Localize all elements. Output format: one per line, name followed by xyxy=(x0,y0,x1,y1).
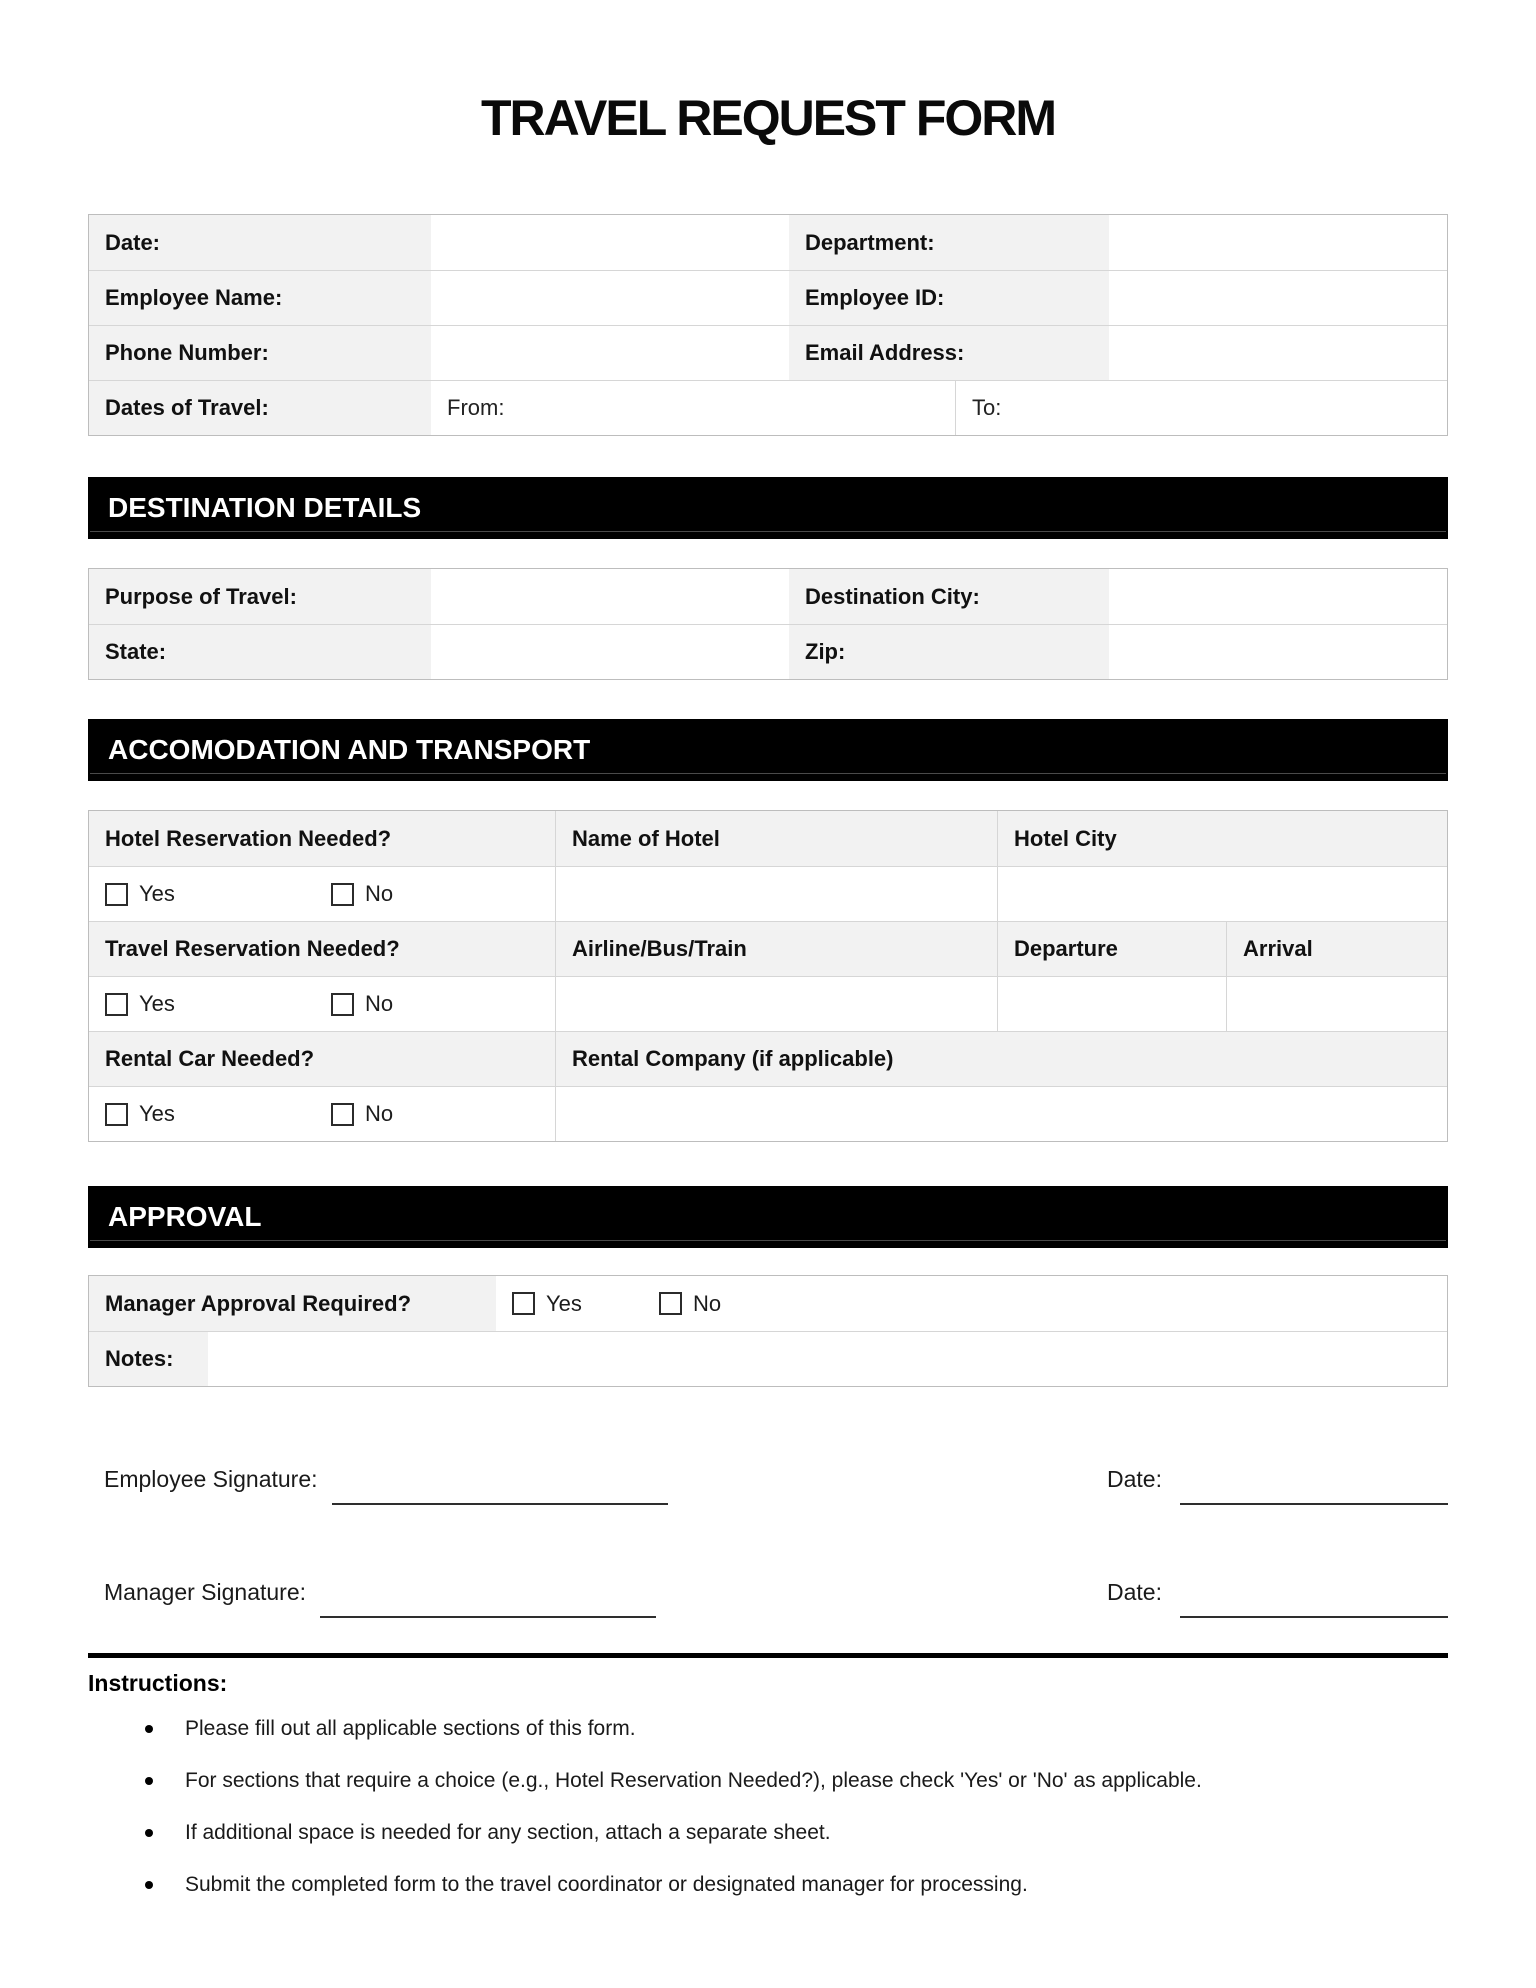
zip-input[interactable] xyxy=(1109,625,1447,679)
rental-company-label: Rental Company (if applicable) xyxy=(572,1046,894,1071)
table-row xyxy=(89,325,1447,380)
checkbox-unchecked-icon[interactable] xyxy=(331,993,354,1016)
destination-details-table xyxy=(88,568,1448,680)
table-row xyxy=(89,270,1447,325)
page-title: TRAVEL REQUEST FORM xyxy=(480,90,1056,146)
table-row xyxy=(89,976,1447,1031)
travel-date-from-input[interactable] xyxy=(431,381,955,435)
accommodation-transport-section-header xyxy=(88,719,1448,781)
bullet-dot-icon xyxy=(145,1777,153,1785)
airline-bus-train-label: Airline/Bus/Train xyxy=(572,936,747,961)
checkbox-unchecked-icon[interactable] xyxy=(512,1292,535,1315)
arrival-label: Arrival xyxy=(1243,936,1313,961)
to-label: To: xyxy=(972,395,1002,420)
hotel-reservation-question-label: Hotel Reservation Needed? xyxy=(105,825,392,851)
table-row xyxy=(89,1086,1447,1141)
table-row xyxy=(89,811,1447,866)
purpose-of-travel-input[interactable] xyxy=(431,569,789,624)
notes-label: Notes: xyxy=(105,1346,174,1371)
employee-signature-row xyxy=(88,1461,1448,1505)
instruction-text: If additional space is needed for any section, attach a separate sheet. xyxy=(185,1821,831,1844)
state-input[interactable] xyxy=(431,625,789,679)
travel-date-to-input[interactable] xyxy=(955,381,1447,435)
checkbox-unchecked-icon[interactable] xyxy=(105,993,128,1016)
contact-info-table xyxy=(88,214,1448,436)
checkbox-unchecked-icon[interactable] xyxy=(331,1103,354,1126)
employee-signature-label: Employee Signature: xyxy=(104,1466,318,1492)
name-of-hotel-label: Name of Hotel xyxy=(572,825,720,851)
manager-date-group xyxy=(1107,1579,1448,1618)
instructions-list xyxy=(88,1715,1448,1899)
name-of-hotel-input[interactable] xyxy=(555,867,997,921)
rental-car-question-label: Rental Car Needed? xyxy=(105,1046,315,1071)
manager-signature-line[interactable] xyxy=(320,1616,656,1618)
table-row xyxy=(89,215,1447,270)
checkbox-unchecked-icon[interactable] xyxy=(659,1292,682,1315)
employee-date-label: Date: xyxy=(1107,1466,1162,1492)
manager-date-line[interactable] xyxy=(1180,1616,1448,1618)
manager-approval-no-option[interactable]: No xyxy=(659,1291,721,1317)
hotel-reservation-no-option[interactable]: No xyxy=(331,881,393,907)
rental-car-no-option[interactable]: No xyxy=(331,1101,393,1127)
phone-number-input[interactable] xyxy=(431,326,789,380)
list-item xyxy=(88,1871,1448,1899)
section-heading: DESTINATION DETAILS xyxy=(108,492,422,523)
divider-rule xyxy=(88,1653,1448,1658)
date-label: Date: xyxy=(105,229,161,255)
airline-bus-train-input[interactable] xyxy=(555,977,997,1031)
notes-input[interactable] xyxy=(208,1332,1447,1386)
table-row xyxy=(89,921,1447,976)
table-row xyxy=(89,380,1447,435)
hotel-reservation-yes-option[interactable]: Yes xyxy=(105,881,331,907)
travel-reservation-no-option[interactable]: No xyxy=(331,991,393,1017)
bullet-dot-icon xyxy=(145,1881,153,1889)
instruction-text: For sections that require a choice (e.g., Hotel Reservation Needed?), please check 'Yes' or 'No' as applicable. xyxy=(185,1769,1202,1792)
manager-signature-row xyxy=(88,1574,1448,1618)
destination-details-section-header xyxy=(88,477,1448,539)
travel-reservation-question-label: Travel Reservation Needed? xyxy=(105,936,400,961)
destination-city-label: Destination City: xyxy=(805,583,980,609)
table-row xyxy=(89,1276,1447,1331)
employee-date-line[interactable] xyxy=(1180,1503,1448,1505)
employee-id-input[interactable] xyxy=(1109,271,1447,325)
list-item xyxy=(88,1715,1448,1743)
manager-approval-yes-option[interactable]: Yes xyxy=(512,1291,659,1317)
approval-section-header xyxy=(88,1186,1448,1248)
department-input[interactable] xyxy=(1109,215,1447,270)
table-row xyxy=(89,624,1447,679)
accommodation-transport-table xyxy=(88,810,1448,1142)
manager-signature-label: Manager Signature: xyxy=(104,1579,307,1605)
table-row xyxy=(89,1031,1447,1086)
date-input[interactable] xyxy=(431,215,789,270)
email-address-input[interactable] xyxy=(1109,326,1447,380)
departure-label: Departure xyxy=(1014,936,1118,961)
travel-reservation-yes-option[interactable]: Yes xyxy=(105,991,331,1017)
rental-company-input[interactable] xyxy=(555,1087,1447,1141)
table-row xyxy=(89,569,1447,624)
instruction-text: Please fill out all applicable sections of this form. xyxy=(185,1717,636,1740)
employee-name-input[interactable] xyxy=(431,271,789,325)
list-item xyxy=(88,1767,1448,1795)
rental-car-yes-option[interactable]: Yes xyxy=(105,1101,331,1127)
employee-name-label: Employee Name: xyxy=(105,285,283,310)
list-item xyxy=(88,1819,1448,1847)
department-label: Department: xyxy=(805,229,935,255)
checkbox-unchecked-icon[interactable] xyxy=(105,1103,128,1126)
instruction-text: Submit the completed form to the travel coordinator or designated manager for processing. xyxy=(185,1873,1028,1896)
purpose-of-travel-label: Purpose of Travel: xyxy=(105,583,297,609)
approval-table xyxy=(88,1275,1448,1387)
bullet-dot-icon xyxy=(145,1725,153,1733)
from-label: From: xyxy=(447,395,505,420)
table-row xyxy=(89,866,1447,921)
zip-label: Zip: xyxy=(805,639,846,664)
employee-signature-line[interactable] xyxy=(332,1503,668,1505)
phone-number-label: Phone Number: xyxy=(105,340,269,365)
bullet-dot-icon xyxy=(145,1829,153,1837)
destination-city-input[interactable] xyxy=(1109,569,1447,624)
employee-id-label: Employee ID: xyxy=(805,285,945,310)
checkbox-unchecked-icon[interactable] xyxy=(331,883,354,906)
section-heading: ACCOMODATION AND TRANSPORT xyxy=(108,734,591,765)
hotel-city-label: Hotel City xyxy=(1014,825,1117,851)
table-row xyxy=(89,1331,1447,1386)
section-heading: APPROVAL xyxy=(108,1201,262,1232)
checkbox-unchecked-icon[interactable] xyxy=(105,883,128,906)
departure-input[interactable] xyxy=(997,977,1226,1031)
state-label: State: xyxy=(105,639,167,664)
email-address-label: Email Address: xyxy=(805,340,965,365)
manager-approval-question-label: Manager Approval Required? xyxy=(105,1290,412,1316)
manager-date-label: Date: xyxy=(1107,1579,1162,1605)
hotel-city-input[interactable] xyxy=(997,867,1447,921)
arrival-input[interactable] xyxy=(1226,977,1447,1031)
instructions-heading: Instructions: xyxy=(88,1670,228,1696)
employee-date-group xyxy=(1107,1466,1448,1505)
dates-of-travel-label: Dates of Travel: xyxy=(105,395,269,420)
